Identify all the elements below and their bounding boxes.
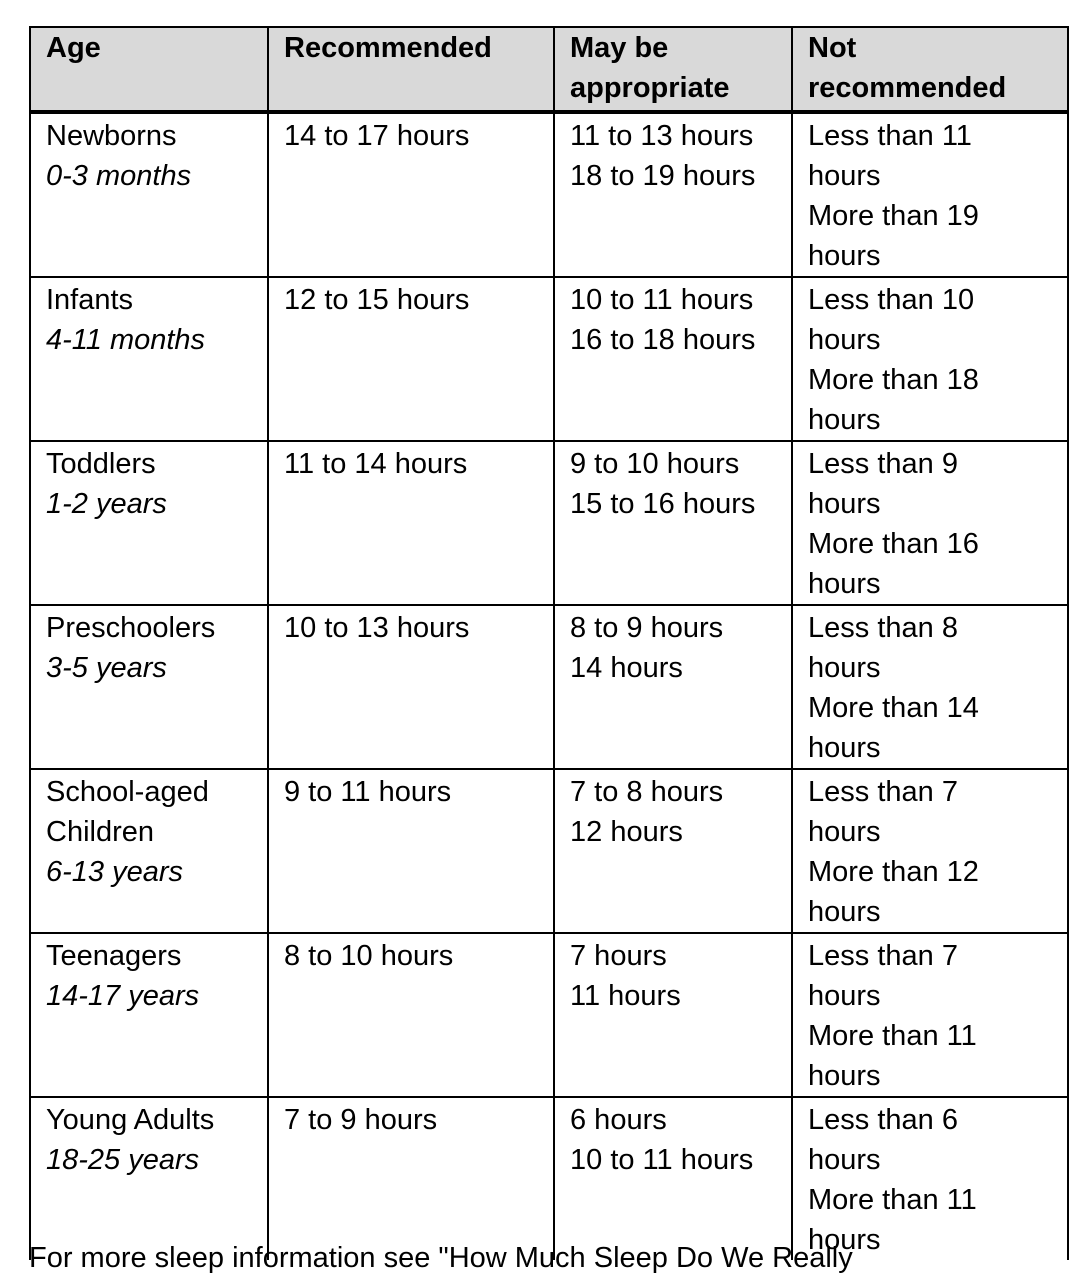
header-may-be-line-1: May be	[570, 32, 669, 64]
cell-may-be-appropriate	[554, 769, 792, 933]
not-recommended-value: hours	[808, 160, 881, 192]
header-age	[30, 27, 268, 112]
age-group-label: Teenagers	[46, 940, 182, 972]
not-recommended-value: hours	[808, 1060, 881, 1092]
cell-age	[30, 112, 268, 277]
may-be-value: 9 to 10 hours	[570, 448, 740, 480]
not-recommended-value: hours	[808, 240, 881, 272]
header-may-be-line-2: appropriate	[570, 72, 730, 104]
sleep-recommendations-table	[29, 26, 1069, 1260]
cell-recommended	[268, 605, 554, 769]
age-group-label: Infants	[46, 284, 134, 316]
header-recommended-label: Recommended	[284, 32, 492, 64]
not-recommended-value: More than 11	[808, 1020, 977, 1052]
table-row	[30, 933, 1068, 1097]
cell-not-recommended	[792, 605, 1068, 769]
cell-may-be-appropriate	[554, 933, 792, 1097]
not-recommended-value: hours	[808, 732, 881, 764]
table-row	[30, 441, 1068, 605]
recommended-value: 10 to 13 hours	[284, 612, 470, 644]
age-group-label: Children	[46, 816, 154, 848]
table-row	[30, 605, 1068, 769]
may-be-value: 6 hours	[570, 1104, 667, 1136]
cell-may-be-appropriate	[554, 441, 792, 605]
header-age-label: Age	[46, 32, 101, 64]
recommended-value: 7 to 9 hours	[284, 1104, 438, 1136]
not-recommended-value: More than 14	[808, 692, 979, 724]
not-recommended-value: hours	[808, 980, 881, 1012]
not-recommended-value: hours	[808, 1224, 881, 1256]
header-row	[30, 27, 1068, 112]
may-be-value: 14 hours	[570, 652, 683, 684]
age-group-label: Preschoolers	[46, 612, 216, 644]
may-be-value: 11 hours	[570, 980, 681, 1012]
not-recommended-value: hours	[808, 652, 881, 684]
may-be-value: 10 to 11 hours	[570, 1144, 754, 1176]
cell-recommended	[268, 112, 554, 277]
not-recommended-value: hours	[808, 568, 881, 600]
table-row	[30, 112, 1068, 277]
cell-may-be-appropriate	[554, 277, 792, 441]
header-not-recommended	[792, 27, 1068, 112]
not-recommended-value: Less than 9	[808, 448, 958, 480]
header-recommended	[268, 27, 554, 112]
cell-not-recommended	[792, 112, 1068, 277]
age-range: 3-5 years	[46, 652, 167, 684]
header-not-rec-line-2: recommended	[808, 72, 1007, 104]
age-group-label: Newborns	[46, 120, 177, 152]
cell-may-be-appropriate	[554, 112, 792, 277]
cell-age	[30, 1097, 268, 1260]
not-recommended-value: Less than 7	[808, 940, 958, 972]
not-recommended-value: More than 16	[808, 528, 979, 560]
may-be-value: 16 to 18 hours	[570, 324, 756, 356]
age-range: 6-13 years	[46, 856, 184, 888]
not-recommended-value: Less than 6	[808, 1104, 958, 1136]
not-recommended-value: Less than 11	[808, 120, 972, 152]
cell-not-recommended	[792, 441, 1068, 605]
cell-recommended	[268, 277, 554, 441]
may-be-value: 11 to 13 hours	[570, 120, 754, 152]
not-recommended-value: hours	[808, 1144, 881, 1176]
cell-may-be-appropriate	[554, 605, 792, 769]
may-be-value: 10 to 11 hours	[570, 284, 754, 316]
may-be-value: 18 to 19 hours	[570, 160, 756, 192]
not-recommended-value: More than 18	[808, 364, 979, 396]
not-recommended-value: hours	[808, 488, 881, 520]
not-recommended-value: hours	[808, 816, 881, 848]
age-group-label: School-aged	[46, 776, 209, 808]
cell-age	[30, 441, 268, 605]
age-range: 4-11 months	[46, 324, 206, 356]
recommended-value: 11 to 14 hours	[284, 448, 468, 480]
cell-recommended	[268, 1097, 554, 1260]
not-recommended-value: hours	[808, 324, 881, 356]
not-recommended-value: More than 19	[808, 200, 979, 232]
cell-not-recommended	[792, 1097, 1068, 1260]
header-not-rec-line-1: Not	[808, 32, 857, 64]
cell-recommended	[268, 933, 554, 1097]
cell-not-recommended	[792, 277, 1068, 441]
not-recommended-value: hours	[808, 896, 881, 928]
cell-recommended	[268, 441, 554, 605]
age-range: 0-3 months	[46, 160, 192, 192]
age-range: 18-25 years	[46, 1144, 200, 1176]
not-recommended-value: More than 11	[808, 1184, 977, 1216]
cell-age	[30, 605, 268, 769]
may-be-value: 15 to 16 hours	[570, 488, 756, 520]
not-recommended-value: Less than 7	[808, 776, 958, 808]
recommended-value: 9 to 11 hours	[284, 776, 452, 808]
may-be-value: 8 to 9 hours	[570, 612, 724, 644]
not-recommended-value: Less than 10	[808, 284, 975, 316]
footer-note: For more sleep information see "How Much Sleep Do We Really	[29, 1242, 853, 1274]
not-recommended-value: More than 12	[808, 856, 979, 888]
age-group-label: Young Adults	[46, 1104, 215, 1136]
table-row	[30, 277, 1068, 441]
cell-may-be-appropriate	[554, 1097, 792, 1260]
recommended-value: 12 to 15 hours	[284, 284, 470, 316]
recommended-value: 8 to 10 hours	[284, 940, 454, 972]
cell-age	[30, 933, 268, 1097]
recommended-value: 14 to 17 hours	[284, 120, 470, 152]
cell-recommended	[268, 769, 554, 933]
header-may-be-appropriate	[554, 27, 792, 112]
cell-not-recommended	[792, 933, 1068, 1097]
may-be-value: 7 hours	[570, 940, 667, 972]
cell-age	[30, 769, 268, 933]
cell-not-recommended	[792, 769, 1068, 933]
may-be-value: 7 to 8 hours	[570, 776, 724, 808]
age-range: 1-2 years	[46, 488, 167, 520]
cell-age	[30, 277, 268, 441]
may-be-value: 12 hours	[570, 816, 683, 848]
age-group-label: Toddlers	[46, 448, 156, 480]
table-row	[30, 1097, 1068, 1260]
not-recommended-value: hours	[808, 404, 881, 436]
table-row	[30, 769, 1068, 933]
not-recommended-value: Less than 8	[808, 612, 958, 644]
age-range: 14-17 years	[46, 980, 200, 1012]
